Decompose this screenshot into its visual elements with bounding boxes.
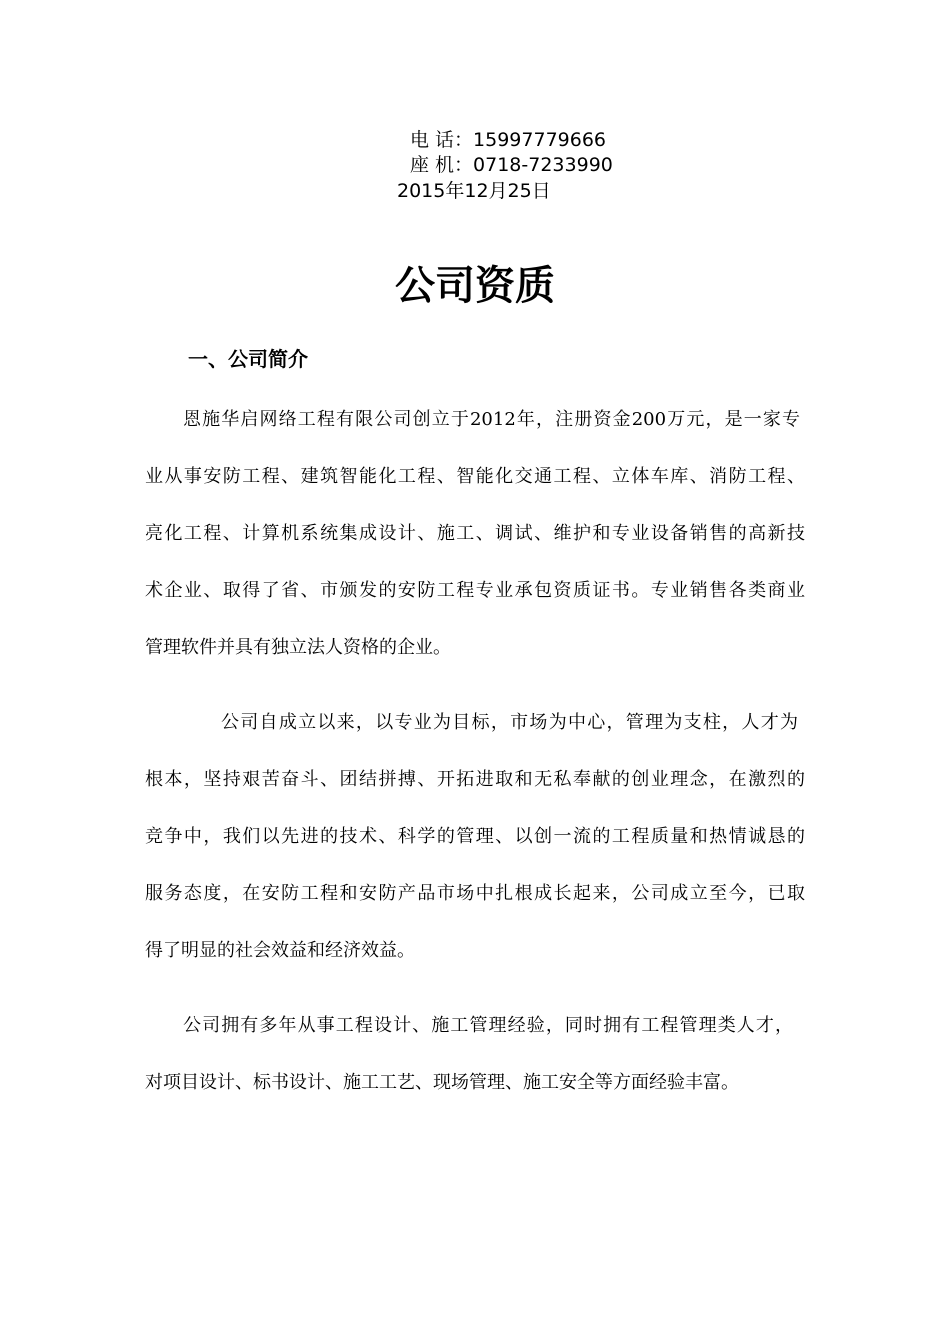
paragraph-1-line-4: 术企业、取得了省、市颁发的安防工程专业承包资质证书。专业销售各类商业 [145, 580, 805, 601]
landline-line [410, 153, 613, 178]
paragraph-1-line-3: 亮化工程、计算机系统集成设计、施工、调试、维护和专业设备销售的高新技 [145, 523, 805, 544]
landline-number: 0718-7233990 [473, 154, 613, 176]
paragraph-1-line-1: 恩施华启网络工程有限公司创立于2012年，注册资金200万元，是一家专 [183, 409, 800, 430]
page-title: 公司资质 [395, 263, 555, 309]
document-date: 2015年12月25日 [397, 180, 551, 202]
phone-number: 15997779666 [473, 129, 607, 151]
paragraph-2-line-2: 根本，坚持艰苦奋斗、团结拼搏、开拓进取和无私奉献的创业理念，在激烈的 [145, 769, 805, 790]
paragraph-1-line-5: 管理软件并具有独立法人资格的企业。 [145, 637, 451, 658]
landline-label: 座 机： [410, 154, 474, 176]
section-heading: 一、公司简介 [188, 347, 308, 371]
paragraph-3-line-1: 公司拥有多年从事工程设计、施工管理经验，同时拥有工程管理类人才， [183, 1015, 793, 1036]
paragraph-2-line-1: 公司自成立以来，以专业为目标，市场为中心，管理为支柱，人才为 [221, 712, 798, 733]
phone-label: 电 话： [410, 129, 474, 151]
paragraph-2-line-4: 服务态度，在安防工程和安防产品市场中扎根成长起来，公司成立至今，已取 [145, 883, 805, 904]
phone-line [410, 128, 606, 153]
paragraph-2-line-3: 竞争中，我们以先进的技术、科学的管理、以创一流的工程质量和热情诚恳的 [145, 826, 805, 847]
paragraph-1-line-2: 业从事安防工程、建筑智能化工程、智能化交通工程、立体车库、消防工程、 [145, 466, 805, 487]
paragraph-3-line-2: 对项目设计、标书设计、施工工艺、现场管理、施工安全等方面经验丰富。 [145, 1072, 739, 1093]
paragraph-2-line-5: 得了明显的社会效益和经济效益。 [145, 940, 415, 961]
